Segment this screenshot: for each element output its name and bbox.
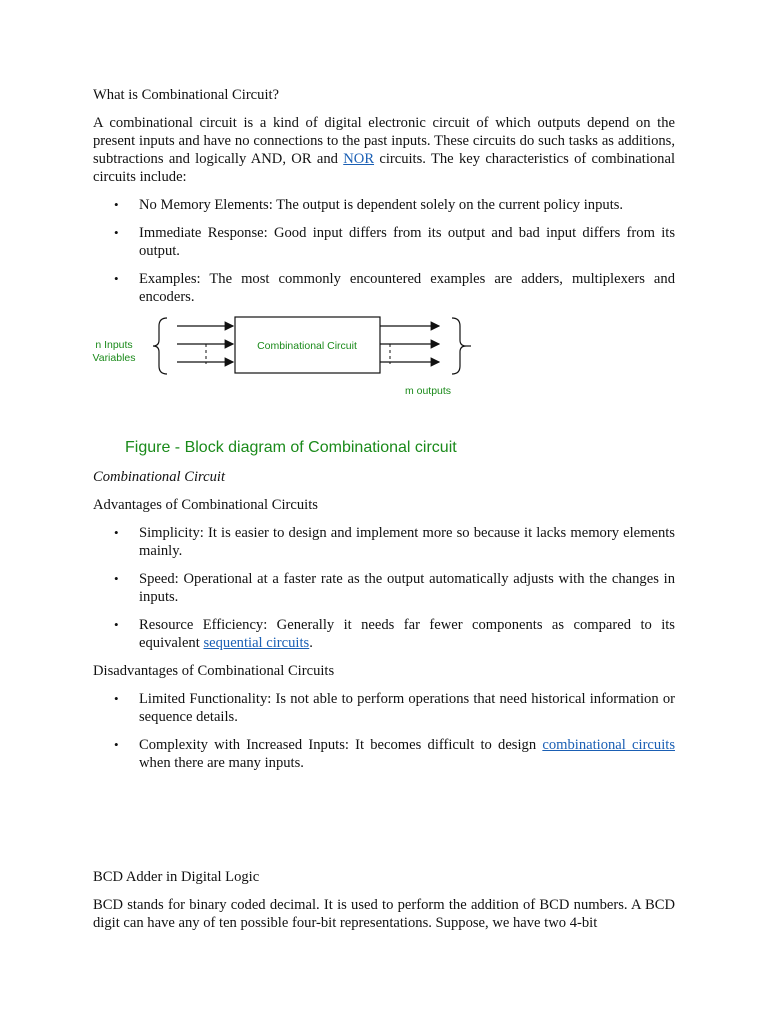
list-item-text-end: when there are many inputs.: [139, 755, 304, 771]
box-label: Combinational Circuit: [257, 340, 357, 352]
list-item: • Limited Functionality: Is not able to perform operations that need historical information or sequence details.: [93, 690, 675, 726]
characteristics-list: [93, 196, 675, 306]
list-item: • Simplicity: It is easier to design and implement more so because it lacks memory elements mainly.: [93, 524, 675, 560]
input-brace: [153, 318, 167, 374]
list-item: • Speed: Operational at a faster rate as the output automatically adjusts with the changes in inputs.: [93, 570, 675, 606]
advantages-list: [93, 524, 675, 652]
list-item: • Examples: The most commonly encountered examples are adders, multiplexers and encoders.: [93, 270, 675, 306]
list-item-text: Complexity with Increased Inputs: It becomes difficult to design: [139, 737, 543, 753]
block-diagram-figure: [93, 316, 675, 466]
input-label-line2: Variables: [92, 352, 136, 364]
block-diagram: [85, 316, 685, 466]
intro-text-start: A combinational circuit is a kind of digital electronic circuit of which outputs depend on the present inputs and have no connections to the past inputs. These circuits do such tasks as additions, subtractions and logically AND, OR and: [93, 115, 675, 167]
list-item-text-end: .: [309, 635, 313, 651]
list-item: • Immediate Response: Good input differs from its output and bad input differs from its output.: [93, 224, 675, 260]
disadvantages-heading: Disadvantages of Combinational Circuits: [93, 663, 335, 679]
disadvantages-list: [93, 690, 675, 772]
combinational-circuits-link[interactable]: combinational circuits: [542, 737, 675, 753]
list-item: [93, 736, 675, 772]
intro-text-end: circuits. The key characteristics of combinational circuits include:: [93, 151, 676, 185]
figure-caption: Figure - Block diagram of Combinational circuit: [125, 439, 457, 456]
intro-paragraph: [93, 114, 675, 186]
input-label-line1: n Inputs: [95, 339, 133, 351]
sequential-circuits-link[interactable]: sequential circuits: [203, 635, 310, 651]
list-item: [93, 616, 675, 652]
output-brace: [452, 318, 466, 374]
advantages-heading: Advantages of Combinational Circuits: [93, 497, 318, 513]
document-page: [93, 86, 675, 942]
list-item: • No Memory Elements: The output is dependent solely on the current policy inputs.: [93, 196, 675, 214]
bcd-paragraph: BCD stands for binary coded decimal. It is used to perform the addition of BCD numbers. A BCD digit can have any of ten possible four-bit representations. Suppose, we have two 4-bit: [93, 897, 675, 931]
figure-title: Combinational Circuit: [93, 469, 226, 485]
output-label: m outputs: [404, 385, 452, 397]
spacer: [93, 782, 675, 868]
nor-link[interactable]: NOR: [343, 151, 375, 167]
section-heading-combinational: What is Combinational Circuit?: [93, 87, 280, 103]
section-heading-bcd: BCD Adder in Digital Logic: [93, 869, 260, 885]
list-item-text: Resource Efficiency: Generally it needs far fewer components as compared to its equivalent: [139, 617, 675, 651]
